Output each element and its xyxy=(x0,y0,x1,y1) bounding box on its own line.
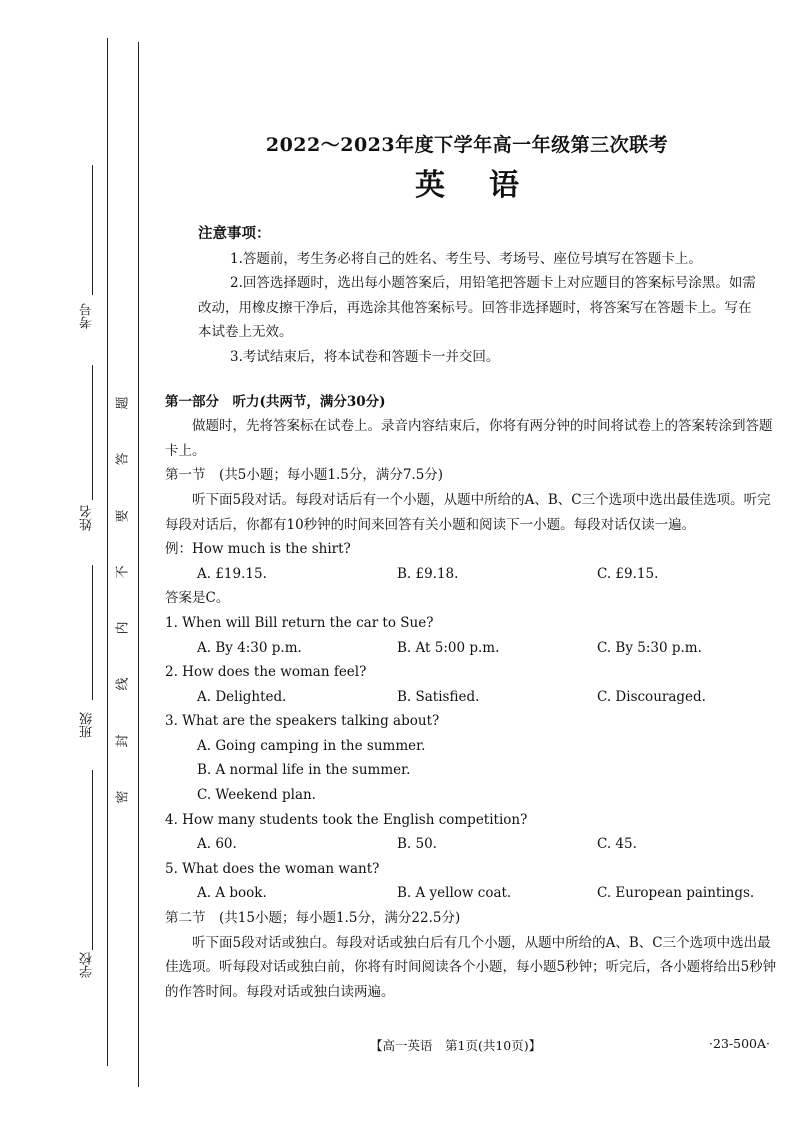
exam-content xyxy=(165,222,777,1004)
seal-char: 密 xyxy=(115,790,131,804)
option-c: C. European paintings. xyxy=(597,885,755,902)
notice-item xyxy=(165,345,777,370)
xuexiao-label: 学校 xyxy=(80,952,95,978)
question-3: 3. What are the speakers talking about? xyxy=(165,713,440,730)
option-a: A. £19.15. xyxy=(197,565,267,582)
seal-char: 题 xyxy=(115,396,131,410)
kaohao-label: 考号 xyxy=(80,303,95,329)
binding-line-inner xyxy=(138,42,139,1087)
option-c: C. 45. xyxy=(597,836,637,853)
question-2-options xyxy=(165,685,777,710)
part1-heading: 第一部分 听力(共两节，满分30分) xyxy=(165,393,386,410)
notice-text: 1.答题前，考生务必将自己的姓名、考生号、考场号、座位号填写在答题卡上。 xyxy=(230,250,702,267)
paper-code: ·23-500A· xyxy=(709,1036,770,1051)
section1-heading: 第一节 (共5小题；每小题1.5分，满分7.5分) xyxy=(165,467,444,484)
xuexiao-fill-line xyxy=(92,770,93,950)
xingming-label: 姓名 xyxy=(80,505,95,531)
question-5-options xyxy=(165,881,777,906)
section2-instruction: 听下面5段对话或独白。每段对话或独白后有几个小题，从题中所给的A、B、C三个选项中选出最佳选项。听每段对话或独白前，你将有时间阅读各个小题，每小题5秒钟；听完后，各小题将给出5秒钟的作答时间。每段对话或独白读两遍。 xyxy=(165,934,777,1000)
option-b: B. 50. xyxy=(397,836,437,853)
notice-item xyxy=(165,271,777,345)
banji-fill-line xyxy=(92,565,93,700)
question-1-options xyxy=(165,636,777,661)
xingming-fill-line xyxy=(92,365,93,500)
question-1: 1. When will Bill return the car to Sue? xyxy=(165,614,434,631)
option-b: B. At 5:00 p.m. xyxy=(397,639,500,656)
seal-char: 线 xyxy=(115,677,131,691)
kaohao-fill-line xyxy=(92,165,93,295)
option-a: A. Going camping in the summer. xyxy=(197,737,426,754)
option-b: B. Satisfied. xyxy=(397,688,480,705)
notice-text: 2.回答选择题时，选出每小题答案后，用铅笔把答题卡上对应题目的答案标号涂黑。如需改动，用橡皮擦干净后，再选涂其他答案标号。回答非选择题时，将答案写在答题卡上。写在本试卷上无效。 xyxy=(198,275,756,341)
option-a: A. 60. xyxy=(197,836,237,853)
seal-char: 要 xyxy=(115,509,131,523)
notice-item xyxy=(165,247,777,272)
binding-line-outer xyxy=(107,38,108,1066)
option-c: C. By 5:30 p.m. xyxy=(597,639,702,656)
exam-title: 2022～2023年度下学年高一年级第三次联考 xyxy=(265,134,669,156)
section1-instruction: 听下面5段对话。每段对话后有一个小题，从题中所给的A、B、C三个选项中选出最佳选项。听完每段对话后，你都有10秒钟的时间来回答有关小题和阅读下一小题。每段对话仅读一遍。 xyxy=(165,491,771,533)
subject-title: 英语 xyxy=(415,168,563,203)
seal-char: 答 xyxy=(115,452,131,466)
notice-heading: 注意事项： xyxy=(198,225,271,242)
question-4: 4. How many students took the English competition? xyxy=(165,811,528,828)
notice-text: 3.考试结束后，将本试卷和答题卡一并交回。 xyxy=(230,348,500,365)
option-b: B. A yellow coat. xyxy=(397,885,512,902)
option-b: B. £9.18. xyxy=(397,565,459,582)
option-a: A. A book. xyxy=(197,885,267,902)
option-c: C. £9.15. xyxy=(597,565,659,582)
option-a: A. Delighted. xyxy=(197,688,287,705)
option-b: B. A normal life in the summer. xyxy=(197,762,411,779)
page-info: 【高一英语 第1页(共10页)】 xyxy=(370,1038,542,1053)
option-a: A. By 4:30 p.m. xyxy=(197,639,302,656)
option-c: C. Discouraged. xyxy=(597,688,706,705)
question-4-options xyxy=(165,832,777,857)
section2-heading: 第二节 (共15小题；每小题1.5分，满分22.5分) xyxy=(165,910,461,927)
example-question: 例：How much is the shirt? xyxy=(165,541,351,558)
question-5: 5. What does the woman want? xyxy=(165,860,380,877)
part1-instruction: 做题时，先将答案标在试卷上。录音内容结束后，你将有两分钟的时间将试卷上的答案转涂到答题卡上。 xyxy=(165,418,773,459)
seal-char: 内 xyxy=(115,621,131,635)
example-answer: 答案是C。 xyxy=(165,590,230,607)
seal-char: 封 xyxy=(115,734,131,748)
option-c: C. Weekend plan. xyxy=(197,787,316,804)
question-2: 2. How does the woman feel? xyxy=(165,664,367,681)
banji-label: 班级 xyxy=(80,712,95,738)
example-options xyxy=(165,562,777,587)
seal-line-notice xyxy=(116,395,132,805)
seal-char: 不 xyxy=(115,565,131,579)
